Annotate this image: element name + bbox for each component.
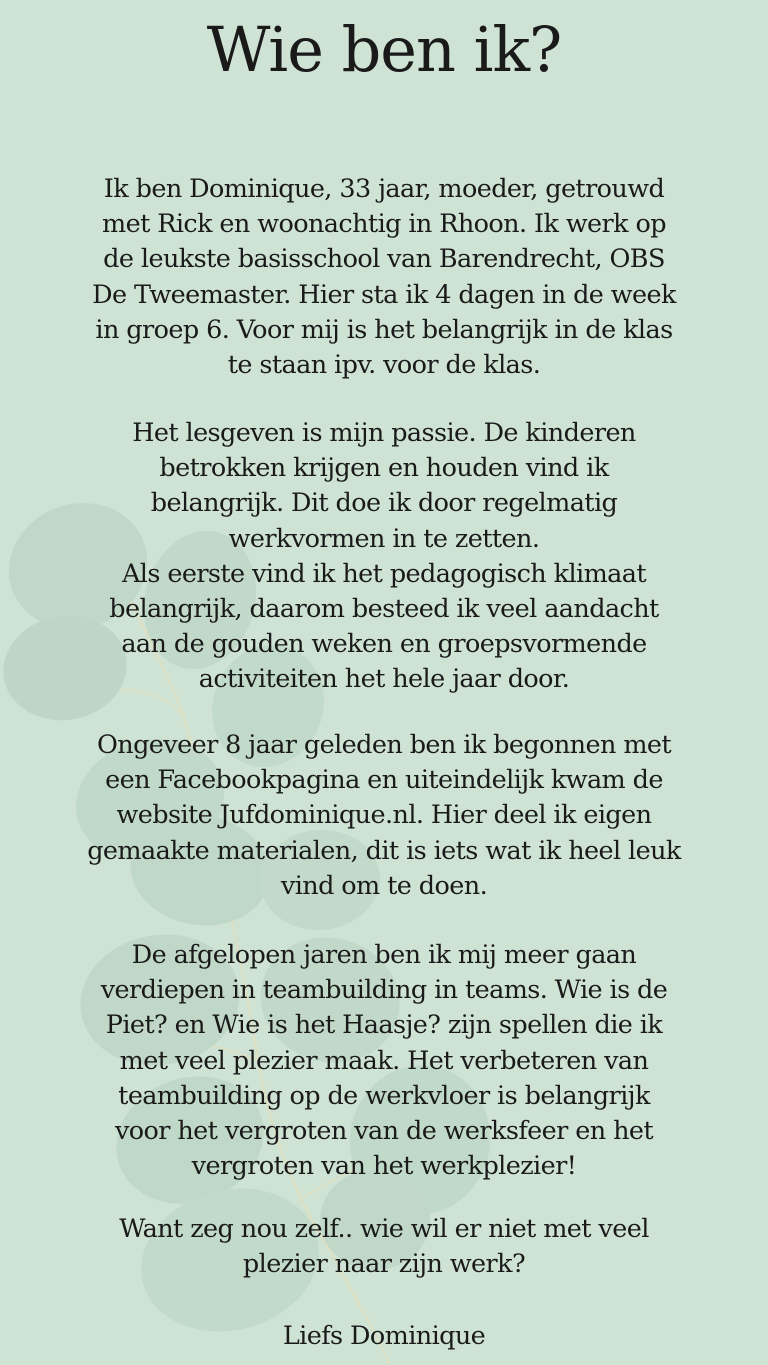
- text-line: te staan ipv. voor de klas.: [227, 350, 541, 381]
- text-line: in groep 6. Voor mij is het belangrijk in de klas: [95, 314, 673, 345]
- passion-paragraph: [40, 416, 728, 698]
- intro-paragraph: [40, 172, 728, 383]
- text-line: verdiepen in teambuilding in teams. Wie is de: [100, 975, 668, 1006]
- closing-paragraph: [40, 1212, 728, 1282]
- text-line: teambuilding op de werkvloer is belangrijk: [118, 1080, 650, 1111]
- text-line: Het lesgeven is mijn passie. De kinderen: [132, 418, 636, 448]
- text-line: belangrijk, daarom besteed ik veel aandacht: [109, 594, 659, 625]
- text-line: belangrijk. Dit doe ik door regelmatig: [150, 488, 618, 519]
- text-line: met veel plezier maak. Het verbeteren van: [119, 1045, 649, 1076]
- text-line: met Rick en woonachtig in Rhoon. Ik werk op: [102, 209, 666, 240]
- text-line: werkvormen in te zetten.: [228, 523, 540, 554]
- text-line: Ik ben Dominique, 33 jaar, moeder, getrouwd: [103, 174, 665, 204]
- text-line: een Facebookpagina en uiteindelijk kwam de: [105, 765, 663, 796]
- text-line: plezier naar zijn werk?: [242, 1249, 526, 1280]
- text-line: activiteiten het hele jaar door.: [198, 664, 570, 695]
- text-line: de leukste basisschool van Barendrecht, OBS: [103, 244, 665, 275]
- text-line: vergroten van het werkplezier!: [191, 1151, 577, 1182]
- teambuilding-paragraph: [40, 938, 728, 1184]
- text-line: voor het vergroten van de werksfeer en het: [114, 1116, 654, 1147]
- text-line: Piet? en Wie is het Haasje? zijn spellen die ik: [105, 1010, 663, 1041]
- text-line: website Jufdominique.nl. Hier deel ik eigen: [116, 800, 652, 831]
- text-line: Als eerste vind ik het pedagogisch klimaat: [121, 558, 647, 589]
- text-line: gemaakte materialen, dit is iets wat ik heel leuk: [87, 835, 681, 866]
- signature-text: Liefs Dominique: [282, 1321, 486, 1351]
- text-line: De Tweemaster. Hier sta ik 4 dagen in de week: [92, 279, 676, 310]
- text-line: betrokken krijgen en houden vind ik: [159, 453, 609, 484]
- text-line: De afgelopen jaren ben ik mij meer gaan: [131, 940, 637, 970]
- text-line: Ongeveer 8 jaar geleden ben ik begonnen met: [96, 730, 672, 760]
- page-title: Wie ben ik?: [206, 13, 562, 86]
- text-line: vind om te doen.: [280, 870, 488, 901]
- website-paragraph: [40, 728, 728, 904]
- text-line: Want zeg nou zelf.. wie wil er niet met veel: [119, 1214, 649, 1244]
- text-line: aan de gouden weken en groepsvormende: [121, 629, 647, 660]
- signature: [40, 1319, 728, 1354]
